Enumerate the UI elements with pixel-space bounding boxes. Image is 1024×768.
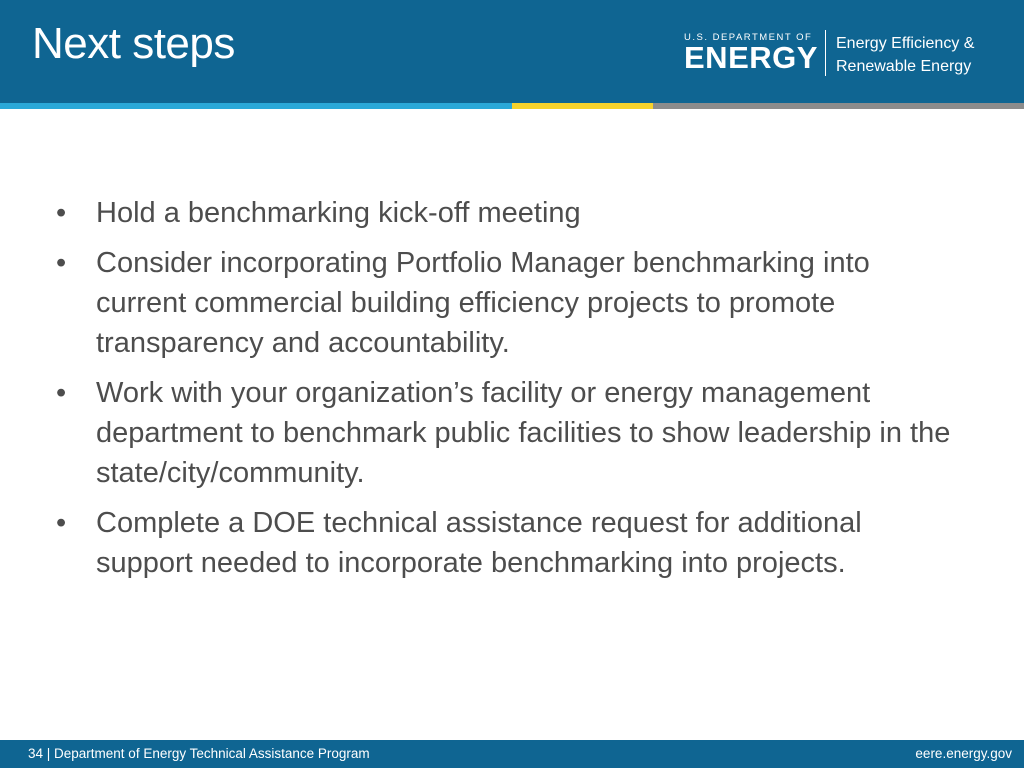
accent-stripe-blue bbox=[0, 103, 512, 109]
slide-title: Next steps bbox=[32, 19, 235, 68]
bullet-marker: • bbox=[56, 377, 67, 409]
bullet-item bbox=[56, 373, 956, 493]
bullet-marker: • bbox=[56, 197, 67, 229]
footer-website: eere.energy.gov bbox=[915, 746, 1012, 761]
accent-stripe-yellow bbox=[512, 103, 653, 109]
bullet-text: Consider incorporating Portfolio Manager benchmarking into current commercial building efficiency projects to promote transparency and accountability. bbox=[96, 247, 870, 359]
logo-office-line-1: Energy Efficiency & bbox=[836, 35, 975, 52]
footer-bar bbox=[0, 740, 1024, 768]
logo-office-name bbox=[836, 32, 974, 78]
bullet-text: Complete a DOE technical assistance request for additional support needed to incorporate benchmarking into projects. bbox=[96, 507, 862, 579]
bullet-marker: • bbox=[56, 507, 67, 539]
bullet-text: Hold a benchmarking kick-off meeting bbox=[96, 197, 581, 229]
logo-office-line-2: Renewable Energy bbox=[836, 58, 972, 75]
header-bar bbox=[0, 0, 1024, 103]
bullet-item bbox=[56, 503, 956, 583]
logo-energy-text: ENERGY bbox=[684, 40, 818, 75]
bullet-item bbox=[56, 243, 956, 363]
logo-department-text: U.S. DEPARTMENT OF bbox=[684, 32, 813, 43]
bullet-list bbox=[56, 193, 956, 593]
bullet-marker: • bbox=[56, 247, 67, 279]
logo-divider bbox=[825, 30, 826, 76]
bullet-item bbox=[56, 193, 956, 233]
bullet-text: Work with your organization’s facility or energy management department to benchmark public facilities to show leadership in the state/city/community. bbox=[96, 377, 951, 489]
accent-stripe-gray bbox=[653, 103, 1024, 109]
footer-page-info: 34 | Department of Energy Technical Assistance Program bbox=[28, 746, 370, 761]
